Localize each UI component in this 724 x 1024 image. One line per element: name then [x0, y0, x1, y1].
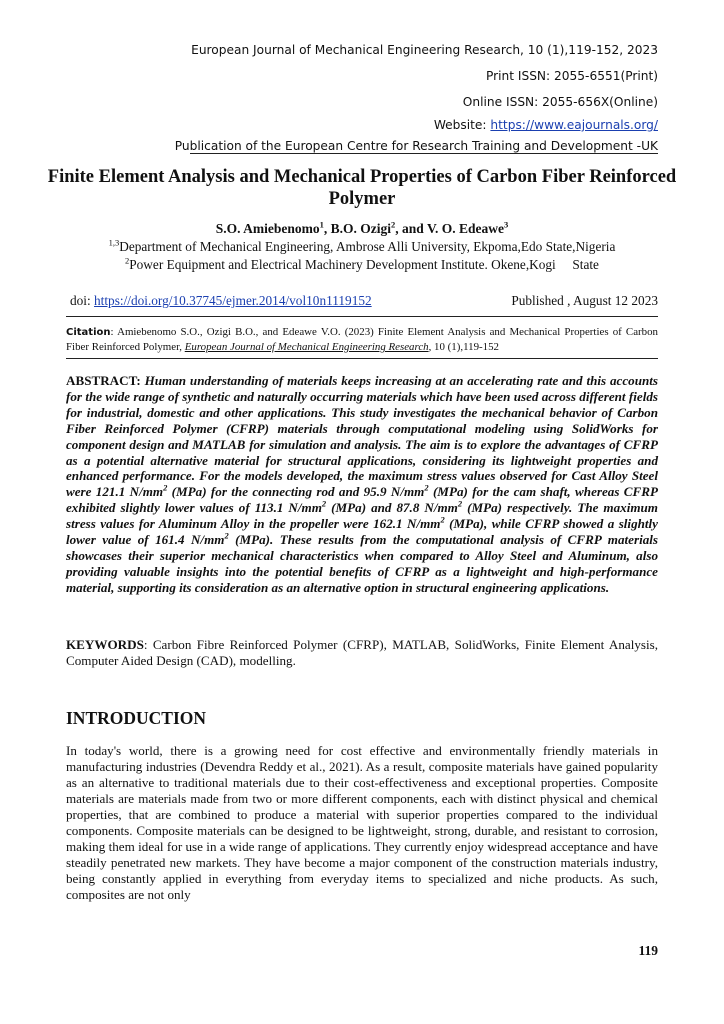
abstract-sup: 2 [440, 514, 445, 525]
citation-text: : Amiebenomo S.O., Ozigi B.O., and Edeawe V.O. (2023) Finite Element Analysis and Mechanical Properties of Carbon Fiber Reinforced Polymer, [66, 326, 658, 353]
abstract-part: (MPa) for the connecting rod and 95.9 N/mm [167, 484, 425, 500]
affiliation-1-text: Department of Mechanical Engineering, Ambrose Alli University, Ekpoma,Edo State,Nigeria [119, 239, 616, 254]
author-1-sup: 1 [319, 219, 324, 230]
abstract-part: (MPa) respectively. The maximum stress values for Aluminum Alloy in the propeller were 162.1 N/mm [66, 500, 658, 532]
doi-link[interactable]: https://doi.org/10.37745/ejmer.2014/vol10n1119152 [94, 293, 372, 308]
abstract-part: Human understanding of materials keeps increasing at an accelerating rate and this accounts for the wide range of synthetic and naturally occurring materials which have been used across different fields for industrial, domestic and other applications. This study investigates the mechanical behavior of Carbon Fiber Reinforced Polymer (CFRP) materials through computational modeling using SolidWorks for component design and MATLAB for simulation and analysis. The aim is to explore the advantages of CFRP as a potential alternative material for structural applications, considering its lightweight properties and enhanced performance. For the models developed, the maximum stress values observed for Cast Alloy Steel were 121.1 N/mm [66, 373, 658, 500]
section-heading-introduction: INTRODUCTION [66, 708, 207, 728]
author-1: S.O. Amiebenomo [215, 221, 320, 236]
citation-block [66, 325, 658, 354]
affiliation-1-sup: 1,3 [108, 237, 120, 248]
doi-label: doi: [70, 293, 95, 308]
paper-title: Finite Element Analysis and Mechanical Properties of Carbon Fiber Reinforced Polymer [47, 167, 677, 209]
doi-line [70, 293, 372, 309]
abstract-block [66, 373, 658, 596]
author-sep-1: , [323, 221, 331, 236]
abstract-part: (MPa) and 87.8 N/mm [326, 500, 458, 516]
abstract-sup: 2 [224, 530, 229, 541]
affiliation-1 [0, 239, 724, 255]
abstract-part: (MPa). These results from the computational analysis of CFRP materials showcases their superior mechanical characteristics when compared to Alloy Steel and Aluminum, also providing valuable insights into the potential benefits of CFRP as a lightweight and high-performance material, supporting its consideration as an alternative option in structural engineering applications. [66, 532, 659, 595]
author-sep-2: , and [395, 221, 427, 236]
citation-tail: , 10 (1),119-152 [428, 341, 499, 353]
published-date: Published , August 12 2023 [511, 293, 658, 308]
citation-divider [66, 358, 658, 359]
keywords-block [66, 637, 658, 669]
header-divider [190, 153, 658, 154]
author-3: V. O. Edeawe [426, 221, 504, 236]
keywords-text: : Carbon Fibre Reinforced Polymer (CFRP), MATLAB, SolidWorks, Finite Element Analysis, Computer Aided Design (CAD), modelling. [66, 637, 658, 668]
abstract-text [66, 373, 658, 595]
print-issn: Print ISSN: 2055-6551(Print) [485, 69, 658, 83]
author-3-sup: 3 [503, 219, 509, 230]
citation-label: Citation [66, 327, 111, 338]
website-line [434, 117, 658, 133]
affiliation-2 [0, 257, 724, 273]
abstract-sup: 2 [321, 498, 327, 509]
citation-journal: European Journal of Mechanical Engineering Research [184, 341, 429, 353]
affiliation-2-sup: 2 [125, 255, 130, 266]
author-2: B.O. Ozigi [330, 221, 392, 236]
doi-divider [66, 316, 658, 317]
abstract-sup: 2 [163, 482, 168, 493]
keywords-label: KEYWORDS [66, 637, 144, 652]
website-label: Website: [433, 118, 491, 132]
author-list [0, 221, 724, 237]
intro-paragraph: In today's world, there is a growing need for cost effective and environmentally friendly materials in manufacturing industries (Devendra Reddy et al., 2021). As a result, composite materials have gained popularity as an alternative to traditional materials due to their cost-effectiveness and exceptional properties. Composite materials are materials made from two or more different components, each with distinct physical and chemical properties, that are combined to produce a material with superior properties compared to the individual components. Composite materials can be designed to be lightweight, strong, durable, and resistant to corrosion, making them ideal for use in a wide range of applications. They currently enjoy widespread acceptance and have steadily penetrated new markets. They have become a major component of the construction materials industry, being constantly applied in everything from everyday items to specialized and niche products. As such, composites are not only [66, 743, 658, 903]
page-number: 119 [638, 943, 658, 958]
abstract-part: (MPa), while CFRP showed a slightly lower value of 161.4 N/mm [66, 516, 658, 548]
journal-line: European Journal of Mechanical Engineering Research, 10 (1),119-152, 2023 [191, 43, 658, 57]
abstract-sup: 2 [457, 498, 463, 509]
abstract-label: ABSTRACT: [66, 373, 141, 388]
website-link[interactable]: https://www.eajournals.org/ [490, 118, 658, 132]
publisher-line: Publication of the European Centre for Research Training and Development -UK [174, 139, 658, 153]
affiliation-2-text: Power Equipment and Electrical Machinery Development Institute. Okene,Kogi State [129, 257, 599, 272]
online-issn: Online ISSN: 2055-656X(Online) [462, 95, 658, 109]
author-2-sup: 2 [391, 219, 396, 230]
abstract-sup: 2 [424, 482, 429, 493]
abstract-part: (MPa) for the cam shaft, whereas CFRP exhibited slightly lower values of 113.1 N/mm [66, 484, 658, 516]
